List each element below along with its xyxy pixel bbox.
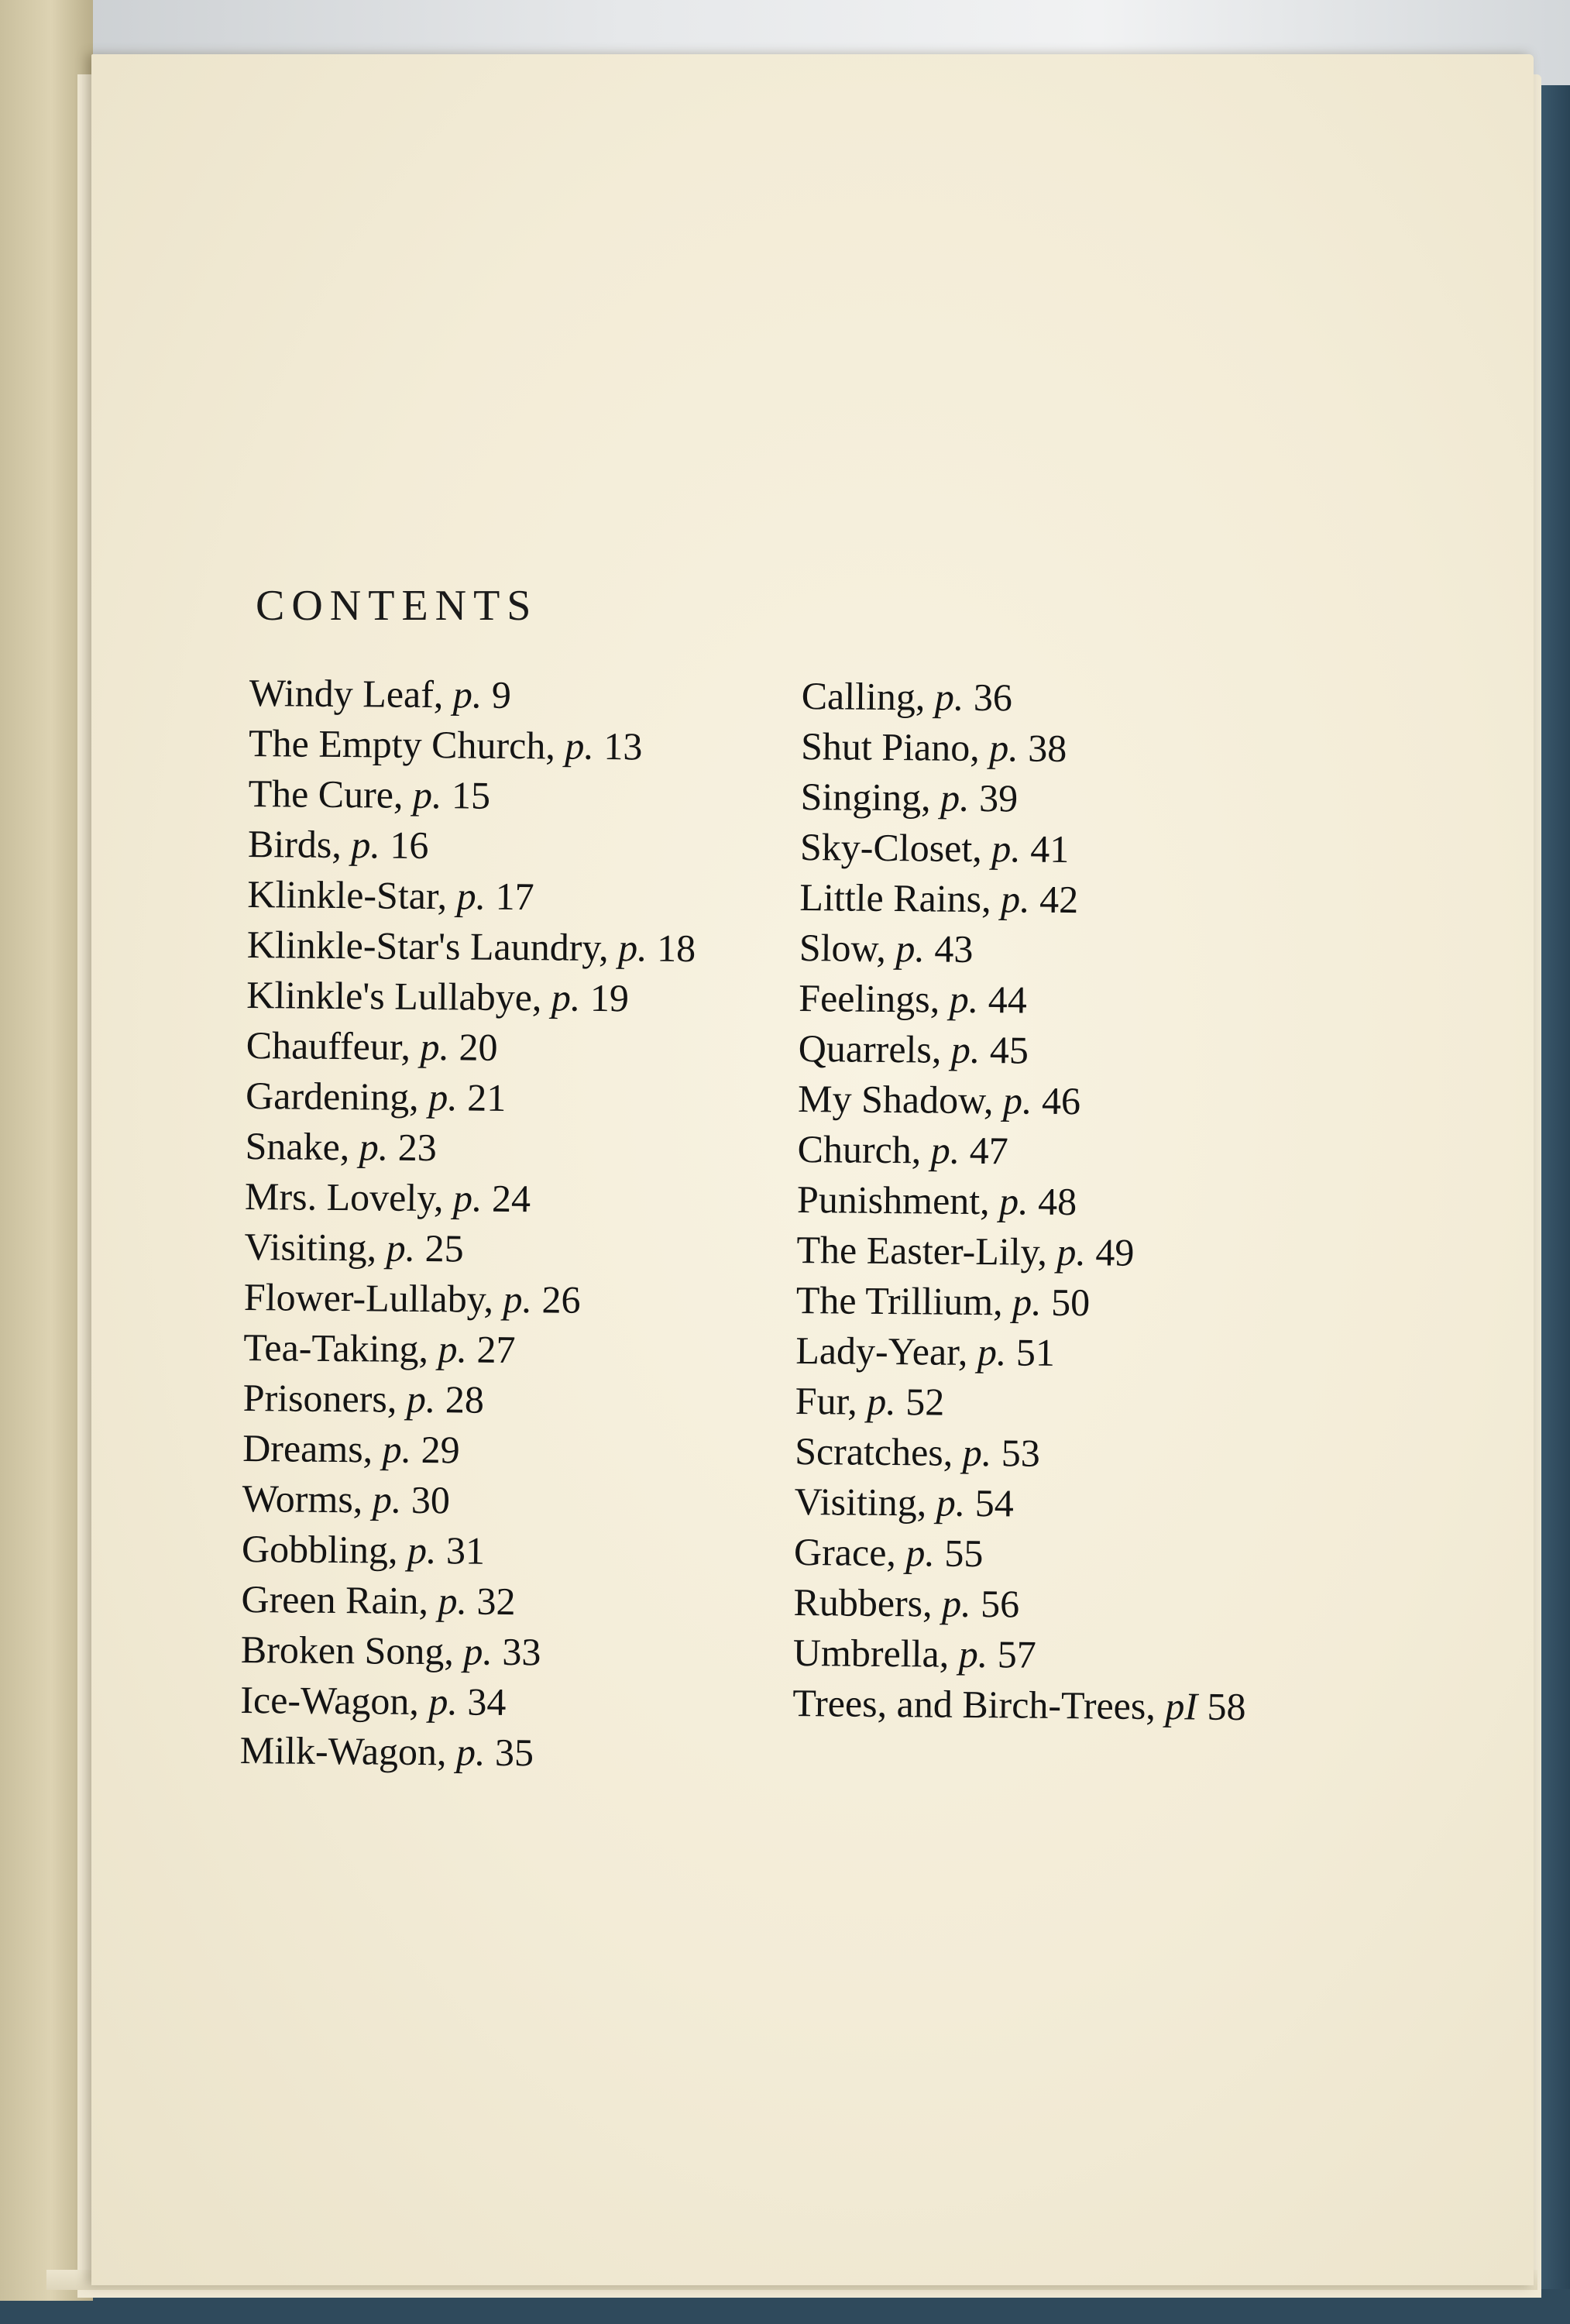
toc-entry-page-number: 28 <box>445 1377 485 1422</box>
toc-entry <box>796 1275 1285 1329</box>
toc-entry-page-number: 18 <box>656 926 696 971</box>
toc-entry-page-number: 43 <box>934 927 974 971</box>
toc-entry <box>242 1524 738 1579</box>
toc-entry-title: Rubbers, <box>793 1580 933 1625</box>
toc-entry-page-number: 57 <box>997 1632 1037 1676</box>
page-abbrev: p. <box>455 1730 486 1774</box>
toc-left-column <box>240 668 745 1780</box>
page-abbrev: p. <box>420 1024 450 1069</box>
toc-entry-title: The Easter-Lily, <box>796 1227 1048 1274</box>
page-abbrev: p. <box>950 1027 981 1072</box>
toc-entry-page-number: 58 <box>1207 1684 1246 1729</box>
toc-entry <box>242 1473 738 1528</box>
toc-entry-title: The Cure, <box>248 771 404 816</box>
toc-entry-title: Visiting, <box>794 1479 927 1525</box>
toc-entry <box>245 1121 741 1176</box>
toc-entry <box>800 822 1289 876</box>
toc-entry <box>249 718 745 773</box>
toc-entry-page-number: 45 <box>989 1028 1029 1072</box>
toc-entry <box>249 668 745 723</box>
page-abbrev: p. <box>551 975 581 1019</box>
toc-entry-page-number: 25 <box>424 1226 464 1270</box>
page-abbrev: p. <box>617 926 648 970</box>
toc-entry-title: Dreams, <box>242 1425 373 1471</box>
toc-entry-page-number: 15 <box>451 773 491 817</box>
toc-entry-title: Gobbling, <box>241 1526 398 1572</box>
page-abbrev: p. <box>1012 1280 1042 1324</box>
page-abbrev: p. <box>452 1176 483 1220</box>
toc-entry <box>801 721 1290 775</box>
toc-entry-title: Birds, <box>247 821 342 867</box>
toc-entry-title: Klinkle-Star, <box>247 871 448 918</box>
toc-entry <box>248 819 744 874</box>
toc-right-column <box>792 671 1290 1732</box>
page-abbrev: p. <box>565 724 595 768</box>
toc-entry <box>795 1426 1283 1480</box>
toc-entry-page-number: 56 <box>980 1582 1020 1626</box>
toc-entry-title: Quarrels, <box>798 1026 942 1071</box>
toc-entry-page-number: 23 <box>397 1125 438 1170</box>
toc-entry-page-number: 39 <box>978 776 1019 820</box>
toc-entry <box>241 1624 737 1679</box>
toc-entry-title: Mrs. Lovely, <box>244 1174 444 1220</box>
toc-entry-title: Grace, <box>793 1529 897 1575</box>
toc-entry <box>248 768 744 823</box>
page-abbrev: p. <box>998 1179 1029 1223</box>
toc-entry-title: Snake, <box>245 1123 350 1169</box>
toc-entry-page-number: 31 <box>445 1528 486 1573</box>
toc-entry-title: Klinkle-Star's Laundry, <box>246 922 609 970</box>
toc-entry-title: Windy Leaf, <box>249 670 444 717</box>
page-abbrev: p. <box>988 726 1019 770</box>
toc-entry <box>794 1527 1283 1581</box>
toc-entry-page-number: 47 <box>969 1128 1009 1173</box>
toc-entry <box>800 772 1289 826</box>
page-abbrev: p. <box>359 1125 389 1169</box>
page-abbrev: p. <box>407 1528 437 1573</box>
toc-entry-title: My Shadow, <box>797 1076 994 1122</box>
page-abbrev: p. <box>438 1579 468 1623</box>
toc-entry-page-number: 29 <box>421 1427 460 1472</box>
page-abbrev: p. <box>991 827 1022 871</box>
toc-entry <box>793 1577 1282 1631</box>
toc-entry <box>798 1023 1287 1078</box>
toc-entry-page-number: 42 <box>1039 877 1079 922</box>
page-abbrev: p. <box>372 1477 402 1521</box>
toc-entry-page-number: 30 <box>411 1477 451 1522</box>
toc-entry-title: Punishment, <box>796 1177 990 1223</box>
toc-entry-title: The Empty Church, <box>248 720 556 768</box>
toc-entry-page-number: 55 <box>944 1531 984 1576</box>
toc-entry <box>247 869 744 924</box>
toc-entry-title: Green Rain, <box>241 1576 429 1623</box>
toc-entry <box>241 1574 737 1629</box>
toc-entry-page-number: 52 <box>905 1380 945 1424</box>
page-abbrev: p. <box>382 1427 412 1471</box>
toc-entry-title: Fur, <box>795 1378 857 1423</box>
page-abbrev: p. <box>958 1631 988 1676</box>
toc-entry-title: Visiting, <box>244 1224 377 1270</box>
toc-entry-title: Calling, <box>801 673 926 719</box>
page-abbrev: p. <box>351 823 381 867</box>
toc-entry <box>795 1325 1284 1380</box>
page-abbrev: p. <box>941 1581 971 1625</box>
toc-entry <box>247 920 744 975</box>
page-abbrev: p. <box>428 1075 458 1119</box>
toc-entry <box>240 1675 737 1730</box>
toc-entry-title: Milk-Wagon, <box>239 1728 447 1774</box>
toc-entry-title: Chauffeur, <box>246 1023 411 1068</box>
page-abbrev: p. <box>1002 1078 1032 1122</box>
toc-entry-page-number: 48 <box>1037 1179 1077 1224</box>
toc-entry <box>801 671 1290 725</box>
page-abbrev: p. <box>412 772 442 817</box>
toc-entry <box>794 1477 1283 1531</box>
toc-entry <box>242 1423 739 1478</box>
toc-entry <box>793 1628 1282 1682</box>
toc-entry-title: Church, <box>797 1126 922 1172</box>
toc-entry <box>246 1071 742 1126</box>
page-abbrev: p. <box>949 977 979 1022</box>
toc-entry-page-number: 34 <box>467 1679 507 1724</box>
toc-entry <box>246 970 743 1025</box>
toc-entry-page-number: 20 <box>459 1025 498 1069</box>
toc-entry-title: Trees, and Birch-Trees, <box>792 1680 1156 1728</box>
toc-entry-page-number: 38 <box>1027 726 1067 770</box>
toc-entry <box>243 1322 740 1377</box>
toc-entry-page-number: 41 <box>1030 827 1070 871</box>
toc-entry <box>799 872 1288 927</box>
toc-entry-title: Umbrella, <box>792 1630 950 1676</box>
toc-entry <box>797 1124 1286 1178</box>
page-abbrev: p. <box>940 775 970 820</box>
toc-entry-page-number: 13 <box>603 724 643 768</box>
page-abbrev: p. <box>438 1327 468 1371</box>
page-abbrev: p. <box>867 1379 896 1424</box>
toc-entry-page-number: 21 <box>466 1075 507 1119</box>
toc-entry <box>798 1074 1287 1128</box>
page-abbrev: p. <box>463 1629 493 1673</box>
toc-entry <box>244 1272 740 1327</box>
toc-entry-title: Gardening, <box>245 1073 419 1119</box>
toc-entry-page-number: 51 <box>1015 1330 1056 1374</box>
toc-entry-title: Slow, <box>799 925 887 970</box>
toc-entry-page-number: 24 <box>491 1176 531 1221</box>
toc-entry-title: Tea-Taking, <box>243 1325 429 1371</box>
toc-entry-title: Lady-Year, <box>795 1328 968 1373</box>
toc-entry-title: The Trillium, <box>795 1277 1003 1324</box>
toc-entry-title: Prisoners, <box>242 1375 397 1421</box>
toc-entry-page-number: 35 <box>494 1730 534 1775</box>
page-abbrev: p. <box>428 1679 459 1724</box>
toc-entry-page-number: 49 <box>1095 1230 1135 1274</box>
toc-entry-page-number: 27 <box>476 1327 516 1372</box>
toc-entry-title: Little Rains, <box>799 875 991 921</box>
page-abbrev: p. <box>452 672 483 717</box>
toc-entry <box>245 1171 741 1226</box>
page-abbrev: p. <box>1000 877 1030 921</box>
toc-entry-page-number: 46 <box>1041 1078 1081 1123</box>
toc-entry-page-number: 32 <box>476 1579 516 1624</box>
toc-entry-page-number: 50 <box>1050 1280 1091 1325</box>
page-abbrev: p. <box>503 1277 533 1322</box>
toc-entry <box>792 1678 1281 1732</box>
toc-entry-page-number: 17 <box>495 874 534 919</box>
toc-entry <box>799 923 1288 977</box>
toc-entry-page-number: 36 <box>973 675 1013 720</box>
toc-entry-page-number: 33 <box>502 1629 541 1674</box>
toc-entry-title: Singing, <box>800 774 931 820</box>
toc-entry-title: Feelings, <box>799 975 940 1021</box>
toc-entry-page-number: 16 <box>390 823 429 868</box>
book-cover-edge <box>1537 85 1570 2301</box>
toc-entry-title: Ice-Wagon, <box>240 1677 420 1723</box>
toc-entry <box>246 1020 742 1075</box>
page-abbrev: p. <box>1056 1229 1087 1274</box>
page-abbrev: p. <box>962 1430 992 1475</box>
toc-entry-page-number: 44 <box>988 978 1027 1022</box>
toc-entry <box>795 1376 1283 1430</box>
page-title: CONTENTS <box>256 582 538 630</box>
toc-entry <box>797 1174 1286 1229</box>
toc-entry-page-number: 9 <box>491 672 512 717</box>
toc-entry-page-number: 54 <box>974 1480 1015 1525</box>
toc-entry-title: Worms, <box>242 1476 363 1521</box>
page-abbrev: p. <box>936 1480 966 1525</box>
page-abbrev: p. <box>895 927 926 971</box>
page-abbrev: p. <box>977 1330 1007 1374</box>
toc-entry-title: Shut Piano, <box>800 724 980 770</box>
page-abbrev: p. <box>406 1377 436 1422</box>
toc-entry <box>240 1725 737 1780</box>
toc-entry <box>799 973 1287 1027</box>
page-abbrev: p. <box>930 1128 960 1172</box>
page-abbrev: p. <box>905 1531 936 1575</box>
toc-entry <box>242 1373 739 1428</box>
toc-entry-title: Scratches, <box>794 1428 953 1474</box>
toc-entry-title: Klinkle's Lullabye, <box>246 972 542 1019</box>
toc-entry-title: Flower-Lullaby, <box>243 1274 494 1321</box>
toc-entry-title: Broken Song, <box>240 1627 455 1673</box>
toc-entry <box>796 1225 1285 1279</box>
toc-entry-page-number: 26 <box>541 1277 581 1322</box>
toc-entry <box>244 1222 740 1277</box>
toc-entry-page-number: 53 <box>1001 1431 1041 1475</box>
page-abbrev: p. <box>456 874 486 918</box>
page-abbrev: p. <box>386 1226 416 1270</box>
page-abbrev: pI <box>1165 1684 1198 1728</box>
toc-entry-title: Sky-Closet, <box>799 824 983 871</box>
toc-entry-page-number: 19 <box>589 975 630 1020</box>
page-abbrev: p. <box>934 675 964 719</box>
